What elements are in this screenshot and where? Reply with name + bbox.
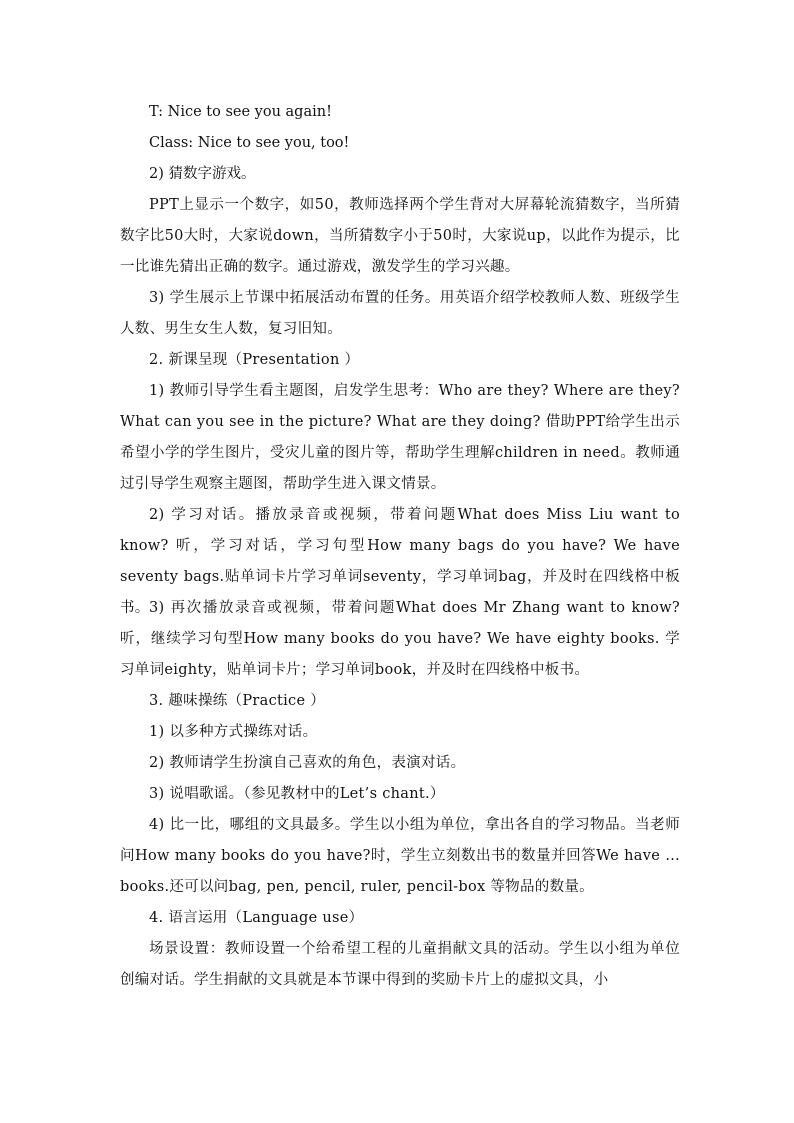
section-heading-presentation: 2. 新课呈现（Presentation ） — [149, 352, 360, 368]
section-heading-language-use: 4. 语言运用（Language use） — [149, 910, 364, 926]
paragraph-practice-step-3: 3) 说唱歌谣。（参见教材中的Let’s chant.） — [149, 786, 445, 802]
dialogue-line-teacher: T: Nice to see you again! — [149, 104, 332, 120]
paragraph-language-use-scenario: 场景设置：教师设置一个给希望工程的儿童捐献文具的活动。学生以小组为单位创编对话。学生捐献的文具就是本节课中得到的奖励卡片上的虚拟文具，小 — [120, 941, 680, 988]
paragraph-presentation-step-1: 1) 教师引导学生看主题图，启发学生思考：Who are they? Where are they? What can you see in the picture? What are they doing? 借助PPT给学生出示希望小学的学生图片，受灾儿童的图片等，帮助学生理解children in need。教师通过引导学生观察主题图，帮助学生进入课文情景。 — [120, 383, 680, 492]
paragraph-practice-step-1: 1) 以多种方式操练对话。 — [149, 724, 318, 740]
step-heading-guess-number: 2) 猜数字游戏。 — [149, 166, 256, 182]
paragraph-review-task: 3) 学生展示上节课中拓展活动布置的任务。用英语介绍学校教师人数、班级学生人数、男生女生人数，复习旧知。 — [120, 290, 680, 337]
paragraph-practice-step-4: 4) 比一比，哪组的文具最多。学生以小组为单位，拿出各自的学习物品。当老师问How many books do you have?时，学生立刻数出书的数量并回答We have … books.还可以问bag, pen, pencil, ruler, pencil-box 等物品的数量。 — [120, 817, 680, 895]
paragraph-practice-step-2: 2) 教师请学生扮演自己喜欢的角色，表演对话。 — [149, 755, 466, 771]
paragraph-presentation-step-2: 2) 学习对话。播放录音或视频，带着问题What does Miss Liu want to know? 听，学习对话，学习句型How many bags do you have? We have seventy bags.贴单词卡片学习单词seventy，学习单词bag，并及时在四线格中板书。 — [120, 507, 680, 616]
paragraph-presentation-step-3: 3) 再次播放录音或视频，带着问题What does Mr Zhang want to know? 听，继续学习句型How many books do you have? We have eighty books. 学习单词eighty，贴单词卡片；学习单词book，并及时在四线格中板书。 — [120, 600, 680, 678]
section-heading-practice: 3. 趣味操练（Practice ） — [149, 693, 326, 709]
paragraph-guess-number-game: PPT上显示一个数字，如50，教师选择两个学生背对大屏幕轮流猜数字，当所猜数字比50大时，大家说down，当所猜数字小于50时，大家说up，以此作为提示，比一比谁先猜出正确的数字。通过游戏，激发学生的学习兴趣。 — [120, 197, 680, 275]
dialogue-line-class: Class: Nice to see you, too! — [149, 135, 350, 151]
